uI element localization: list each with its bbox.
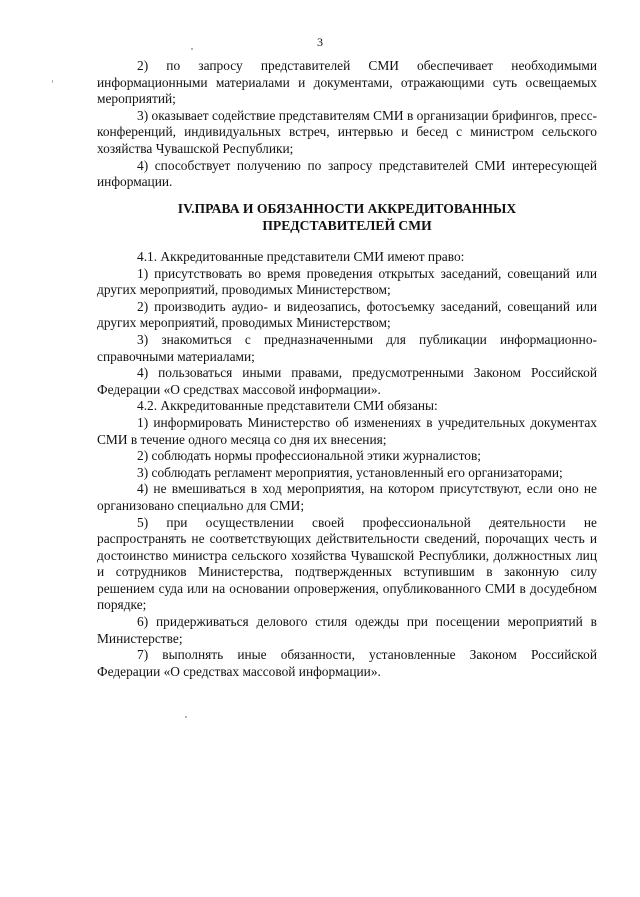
list-item: 2) соблюдать нормы профессиональной этики журналистов; — [137, 448, 482, 464]
list-item: 1) присутствовать во время проведения открытых заседаний, совещаний или других мероприятий, проводимых Министерством; — [97, 265, 597, 298]
list-item: 1) информировать Министерство об изменениях в учредительных документах СМИ в течение одного месяца со дня их внесения; — [97, 414, 597, 447]
paragraph: 2) по запросу представителей СМИ обеспечивает необходимыми информационными материалами и документами, отражающими суть освещаемых мероприятий; — [97, 58, 597, 107]
section-heading — [97, 201, 597, 234]
list-item: 3) соблюдать регламент мероприятия, установленный его организаторами; — [137, 464, 563, 480]
paragraph: 4) способствует получению по запросу представителей СМИ интересующей информации. — [97, 157, 597, 190]
list-item: 6) придерживаться делового стиля одежды при посещении мероприятий в Министерстве; — [97, 614, 597, 646]
heading-line-2: ПРЕДСТАВИТЕЛЕЙ СМИ — [262, 217, 432, 233]
scan-speck — [185, 716, 187, 718]
scan-speck — [52, 80, 53, 83]
list-item: 3) знакомиться с предназначенными для публикации информационно-справочными материалами; — [97, 331, 597, 364]
list-item: 7) выполнять иные обязанности, установленные Законом Российской Федерации «О средствах массовой информации». — [97, 647, 597, 679]
section-iii-tail — [97, 58, 597, 191]
heading-line-1: IV.ПРАВА И ОБЯЗАННОСТИ АККРЕДИТОВАННЫХ — [177, 201, 517, 216]
scan-speck — [191, 48, 193, 50]
clause-4-2: 4.2. Аккредитованные представители СМИ обязаны: — [137, 398, 438, 414]
list-item: 5) при осуществлении своей профессиональной деятельности не распространять не соответствующих действительности сведений, порочащих честь и достоинство министра сельского хозяйства Чувашской Республики, должностных лиц и сотрудников Министерства, подтвержденных вступившим в законную силу решением суда или на основании опровержения, опубликованного СМИ в досудебном порядке; — [97, 514, 597, 613]
section-iv-body — [97, 249, 597, 680]
list-item: 2) производить аудио- и видеозапись, фотосъемку заседаний, совещаний или других мероприятий, проводимых Министерством; — [97, 298, 597, 331]
paragraph: 3) оказывает содействие представителям СМИ в организации брифингов, пресс-конференций, индивидуальных встреч, интервью и бесед с министром сельского хозяйства Чувашской Республики; — [97, 107, 597, 156]
list-item: 4) пользоваться иными правами, предусмотренными Законом Российской Федерации «О средствах массовой информации». — [97, 365, 597, 397]
clause-4-1: 4.1. Аккредитованные представители СМИ имеют право: — [137, 249, 465, 264]
page-number: 3 — [317, 35, 323, 49]
list-item: 4) не вмешиваться в ход мероприятия, на котором присутствуют, если оно не организовано специально для СМИ; — [97, 481, 597, 513]
